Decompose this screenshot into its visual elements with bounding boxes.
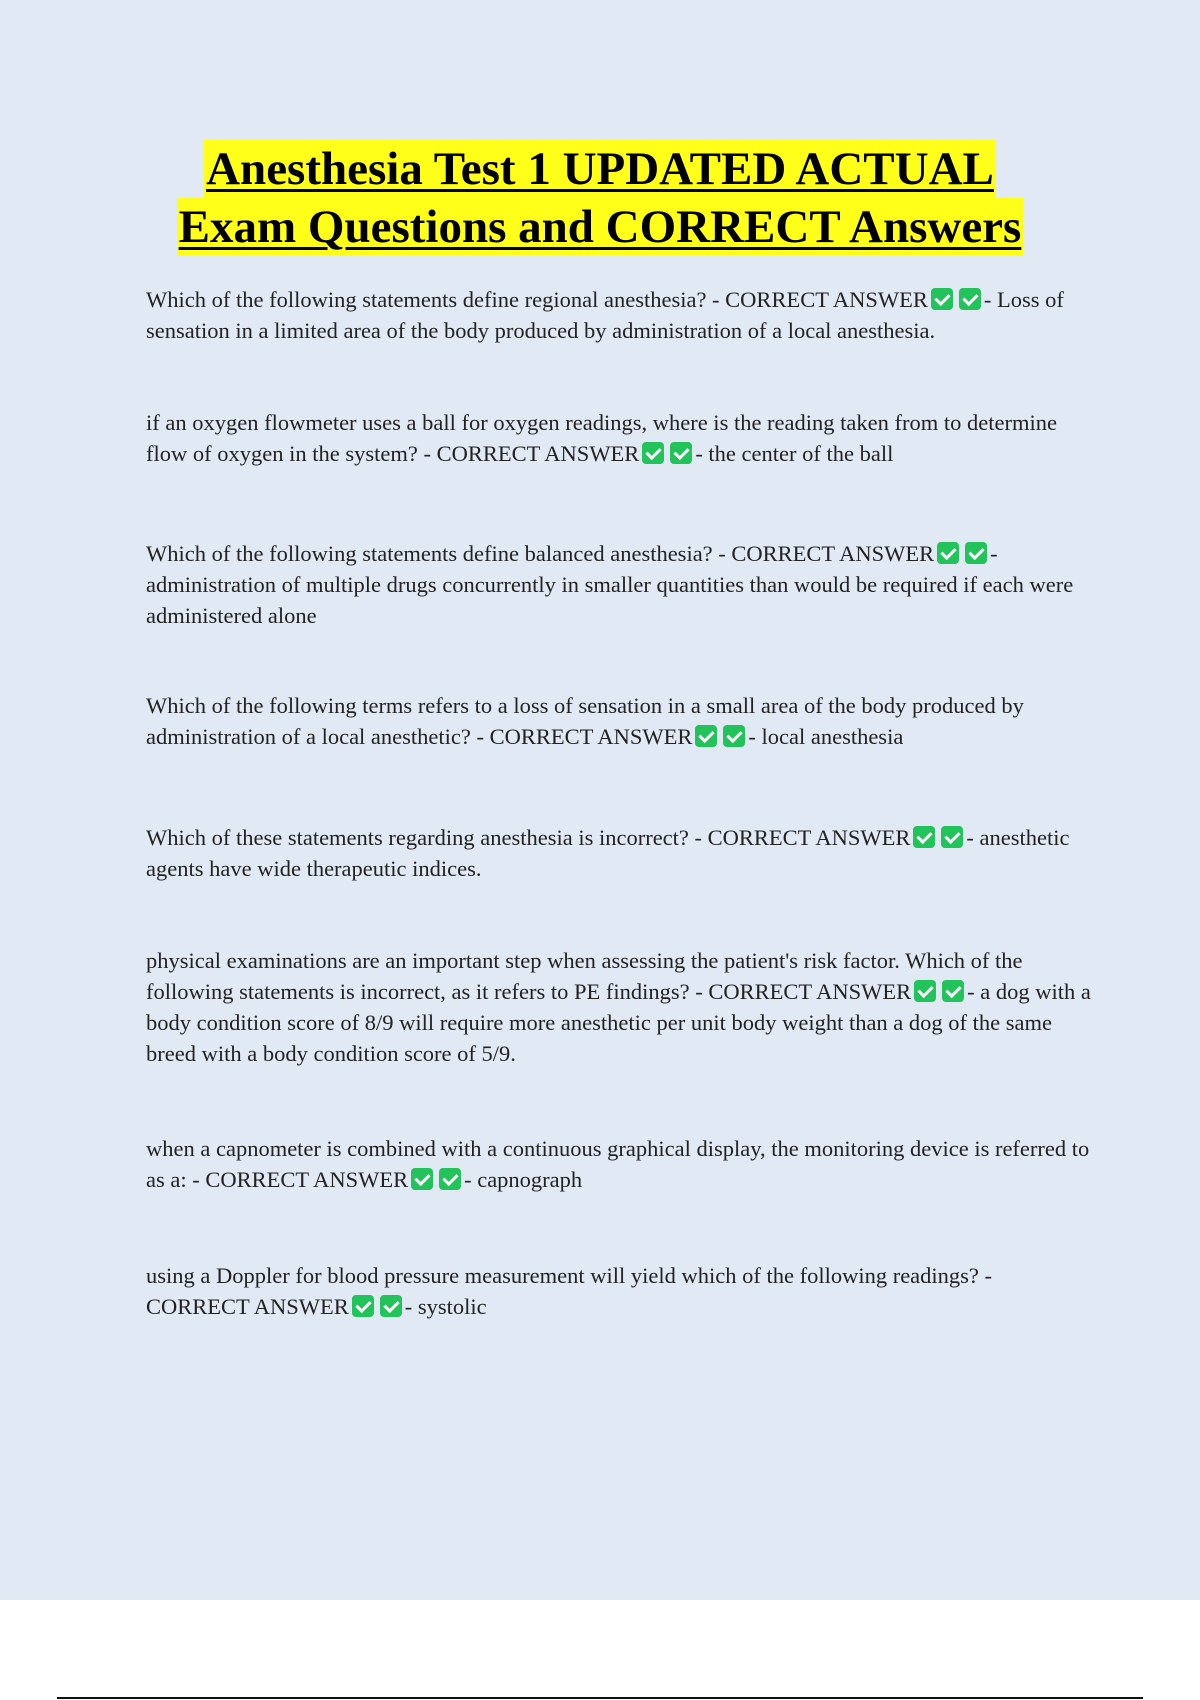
check-mark-icon xyxy=(723,725,745,747)
check-mark-icon xyxy=(941,826,963,848)
check-mark-icon xyxy=(439,1168,461,1190)
qa-item-8 xyxy=(146,1260,1091,1322)
check-mark-icon xyxy=(352,1295,374,1317)
check-mark-icon xyxy=(913,826,935,848)
check-mark-icon xyxy=(380,1295,402,1317)
check-mark-icon xyxy=(642,442,664,464)
question-text: Which of the following terms refers to a loss of sensation in a small area of the body produced by administration of a local anesthetic? - CORRECT ANSWER xyxy=(146,693,1024,749)
title-line-1: Anesthesia Test 1 UPDATED ACTUAL xyxy=(204,140,996,198)
answer-text: - Loss of sensation in a limited area of the body produced by administration of a local anesthesia. xyxy=(146,287,1064,343)
check-mark-icon xyxy=(959,288,981,310)
answer-text: - anesthetic agents have wide therapeutic indices. xyxy=(146,825,1070,881)
qa-item-4 xyxy=(146,690,1091,752)
check-mark-icon xyxy=(695,725,717,747)
check-mark-icon xyxy=(411,1168,433,1190)
question-text: physical examinations are an important step when assessing the patient's risk factor. Which of the following statements is incorrect, as it refers to PE findings? - CORRECT ANSWER xyxy=(146,948,1023,1004)
qa-item-2 xyxy=(146,407,1091,469)
qa-item-1 xyxy=(146,284,1091,346)
question-text: when a capnometer is combined with a continuous graphical display, the monitoring device is referred to as a: - CORRECT ANSWER xyxy=(146,1136,1090,1192)
answer-text: - a dog with a body condition score of 8/9 will require more anesthetic per unit body weight than a dog of the same breed with a body condition score of 5/9. xyxy=(146,979,1091,1066)
answer-text: - the center of the ball xyxy=(695,441,894,466)
check-mark-icon xyxy=(942,980,964,1002)
check-mark-icon xyxy=(931,288,953,310)
check-mark-icon xyxy=(937,542,959,564)
check-mark-icon xyxy=(914,980,936,1002)
answer-text: - local anesthesia xyxy=(748,724,904,749)
check-mark-icon xyxy=(670,442,692,464)
qa-item-7 xyxy=(146,1133,1091,1195)
question-text: if an oxygen flowmeter uses a ball for oxygen readings, where is the reading taken from to determine flow of oxygen in the system? - CORRECT ANSWER xyxy=(146,410,1057,466)
answer-text: - systolic xyxy=(404,1294,487,1319)
check-mark-icon xyxy=(965,542,987,564)
qa-item-5 xyxy=(146,822,1091,884)
question-text: Which of these statements regarding anesthesia is incorrect? - CORRECT ANSWER xyxy=(146,825,911,850)
question-text: using a Doppler for blood pressure measurement will yield which of the following readings? - CORRECT ANSWER xyxy=(146,1263,993,1319)
question-text: Which of the following statements define balanced anesthesia? - CORRECT ANSWER xyxy=(146,541,935,566)
qa-item-6 xyxy=(146,945,1091,1069)
answer-text: - administration of multiple drugs concurrently in smaller quantities than would be required if each were administered alone xyxy=(146,541,1074,628)
question-text: Which of the following statements define regional anesthesia? - CORRECT ANSWER xyxy=(146,287,928,312)
bottom-divider xyxy=(57,1697,1143,1699)
title-line-2: Exam Questions and CORRECT Answers xyxy=(177,198,1024,256)
document-title xyxy=(0,140,1200,256)
qa-item-3 xyxy=(146,538,1091,631)
answer-text: - capnograph xyxy=(464,1167,583,1192)
